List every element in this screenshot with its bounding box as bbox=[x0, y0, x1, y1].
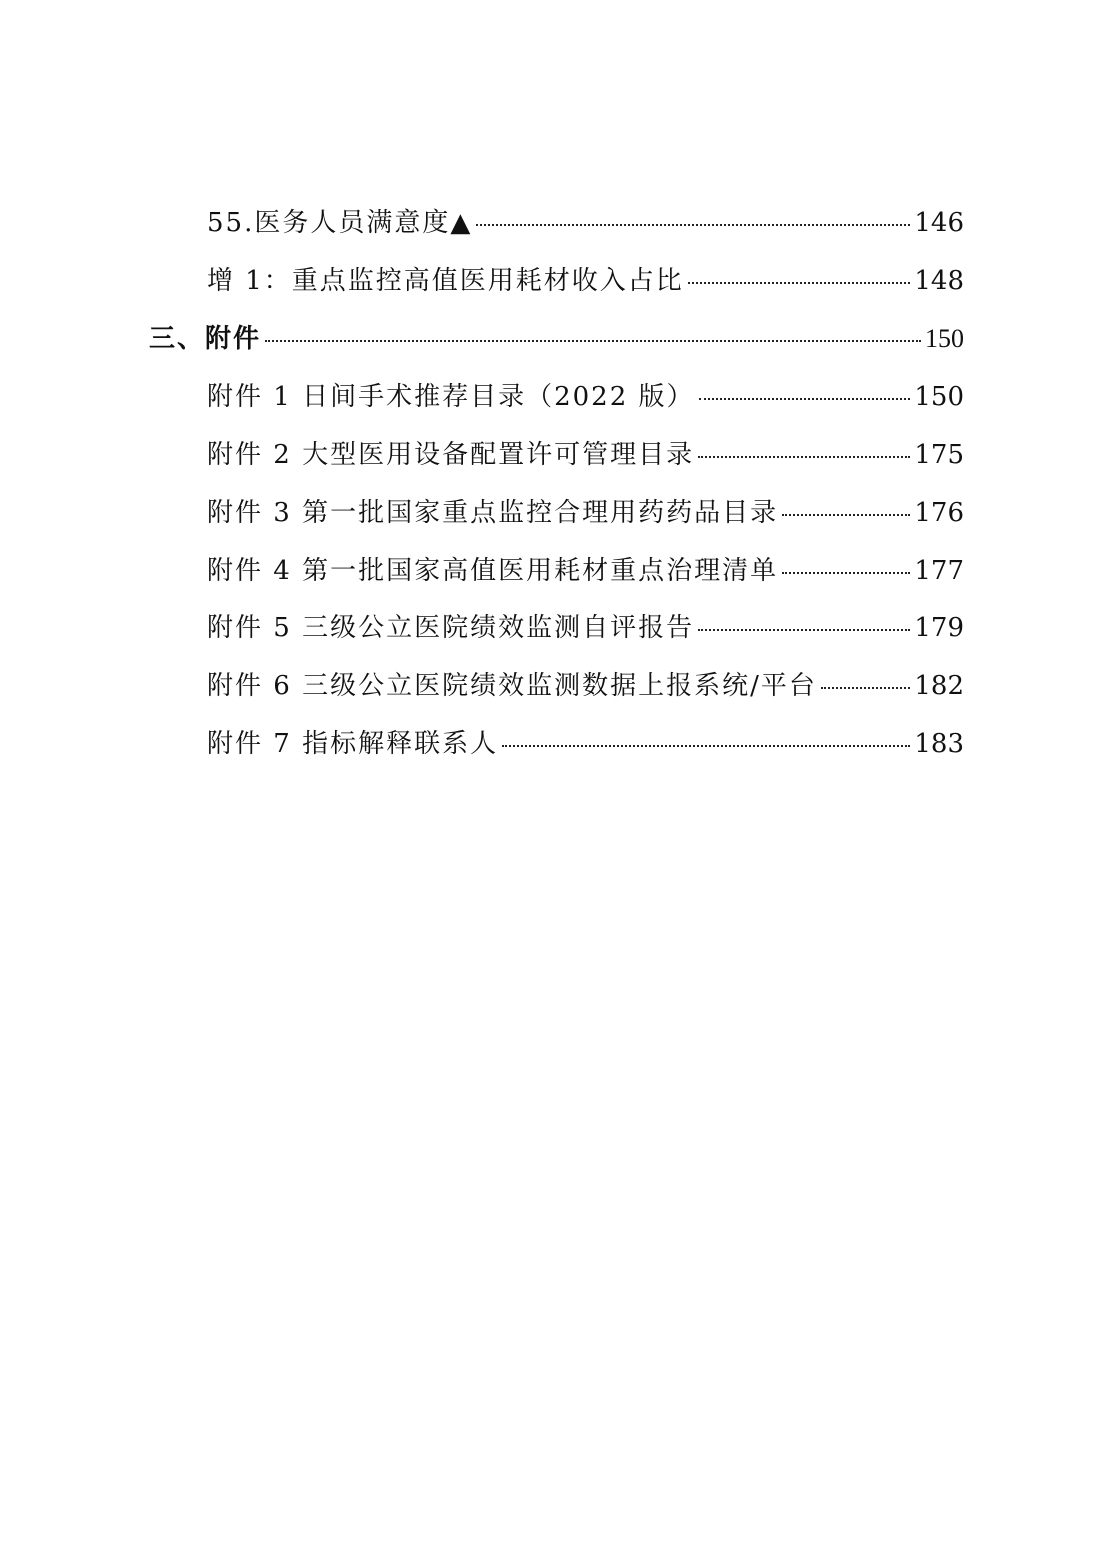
toc-entry[interactable] bbox=[207, 723, 964, 763]
toc-entry-page: 148 bbox=[914, 266, 964, 296]
toc-entry-title: 附件 1 日间手术推荐目录（2022 版） bbox=[207, 382, 695, 412]
dot-leader bbox=[698, 456, 910, 458]
toc-entry[interactable] bbox=[207, 550, 964, 590]
toc-entry-title: 增 1：重点监控高值医用耗材收入占比 bbox=[207, 266, 684, 296]
toc-entry[interactable] bbox=[207, 492, 964, 532]
toc-entry-page: 177 bbox=[914, 556, 964, 586]
toc-entry-page: 146 bbox=[914, 208, 964, 238]
toc-entry-page: 150 bbox=[914, 382, 964, 412]
dot-leader bbox=[821, 687, 911, 689]
toc-entry-title: 附件 3 第一批国家重点监控合理用药药品目录 bbox=[207, 498, 779, 528]
toc-entry[interactable] bbox=[207, 376, 964, 416]
dot-leader bbox=[265, 340, 921, 342]
toc-entry-page: 176 bbox=[914, 498, 964, 528]
toc-entry[interactable] bbox=[207, 665, 964, 705]
dot-leader bbox=[476, 224, 910, 226]
toc-section-heading[interactable] bbox=[149, 318, 964, 358]
toc-entry-page: 175 bbox=[914, 440, 964, 470]
toc-entry-page: 150 bbox=[925, 324, 964, 353]
toc-entry-title: 附件 6 三级公立医院绩效监测数据上报系统/平台 bbox=[207, 671, 817, 701]
toc-entry-title: 附件 5 三级公立医院绩效监测自评报告 bbox=[207, 613, 695, 643]
dot-leader bbox=[782, 572, 910, 574]
toc-entry-title: 三、附件 bbox=[149, 324, 262, 354]
toc-entry[interactable] bbox=[207, 434, 964, 474]
toc-entry-page: 179 bbox=[914, 613, 964, 643]
toc-entry[interactable] bbox=[207, 260, 964, 300]
toc-entry[interactable] bbox=[207, 202, 964, 242]
toc-entry-page: 183 bbox=[914, 729, 964, 759]
toc-entry-title: 附件 4 第一批国家高值医用耗材重点治理清单 bbox=[207, 556, 779, 586]
dot-leader bbox=[502, 745, 910, 747]
toc-entry-title: 55.医务人员满意度▲ bbox=[207, 208, 473, 238]
dot-leader bbox=[782, 514, 910, 516]
dot-leader bbox=[688, 282, 911, 284]
toc-entry-title: 附件 7 指标解释联系人 bbox=[207, 729, 499, 759]
dot-leader bbox=[699, 398, 911, 400]
toc-entry[interactable] bbox=[207, 607, 964, 647]
dot-leader bbox=[698, 629, 910, 631]
toc-entry-title: 附件 2 大型医用设备配置许可管理目录 bbox=[207, 440, 695, 470]
toc-entry-page: 182 bbox=[914, 671, 964, 701]
